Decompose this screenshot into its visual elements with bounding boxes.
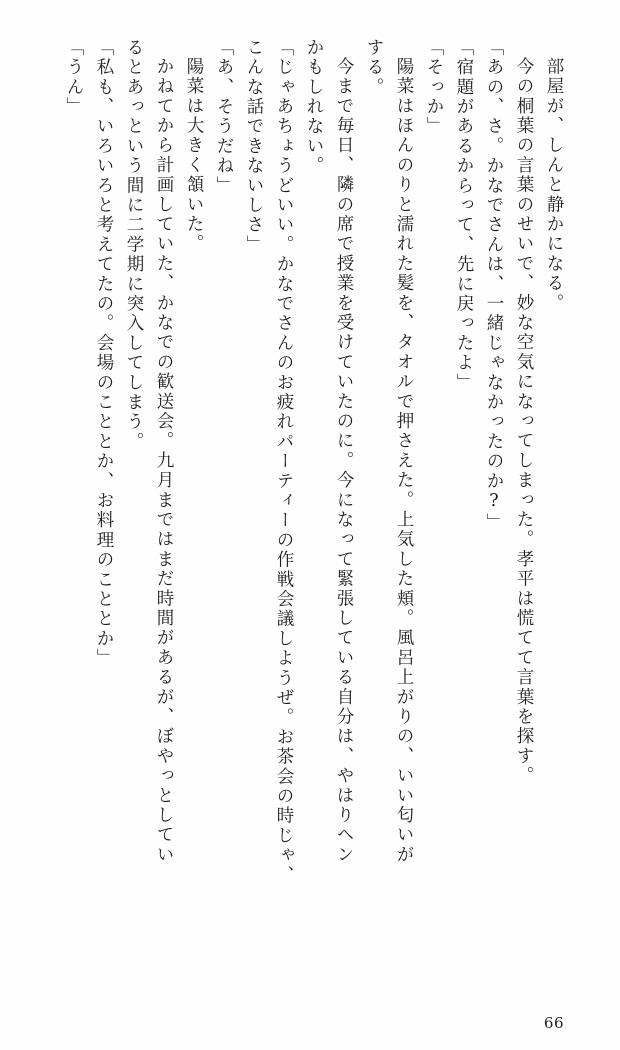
text-line: 「私も、いろいろと考えてたの。会場のこととか、お料理のこととか」 [94,38,114,669]
text-line: 「そっか」 [424,38,444,137]
text-line: 陽菜は大きく頷いた。 [184,57,204,254]
text-line: 「宿題があるからって、先に戻ったよ」 [454,38,474,393]
text-line: こんな話できないしさ」 [244,38,264,255]
text-line: する。 [364,38,384,98]
text-line: かもしれない。 [304,38,324,176]
vertical-text-block [58,38,562,968]
page-number: 66 [543,1014,564,1032]
text-line: 今の桐葉の言葉のせいで、妙な空気になってしまった。孝平は慌てて言葉を探す。 [514,57,534,786]
text-line: 部屋が、しんと静かになる。 [544,57,564,314]
text-line: るとあっという間に二学期に突入してしまう。 [124,38,144,452]
text-line: 「じゃあちょうどいい。かなでさんのお疲れパーティーの作戦会議しようぜ。お茶会の時じゃ、 [274,38,294,886]
text-line: 「うん」 [64,38,84,117]
text-line: 今まで毎日、隣の席で授業を受けていたのに。今になって緊張している自分は、やはりヘン [334,57,354,865]
text-line: 「あ、そうだね」 [214,38,234,196]
text-line: かねてから計画していた、かなでの歓送会。九月まではまだ時間があるが、ぼやっとしてい [154,57,174,865]
text-line: 陽菜はほんのりと濡れた髪を、タオルで押さえた。上気した頬。風呂上がりの、いい匂いが [394,57,414,865]
text-line: 「あの、さ。かなでさんは、一緒じゃなかったのか?」 [484,38,504,533]
